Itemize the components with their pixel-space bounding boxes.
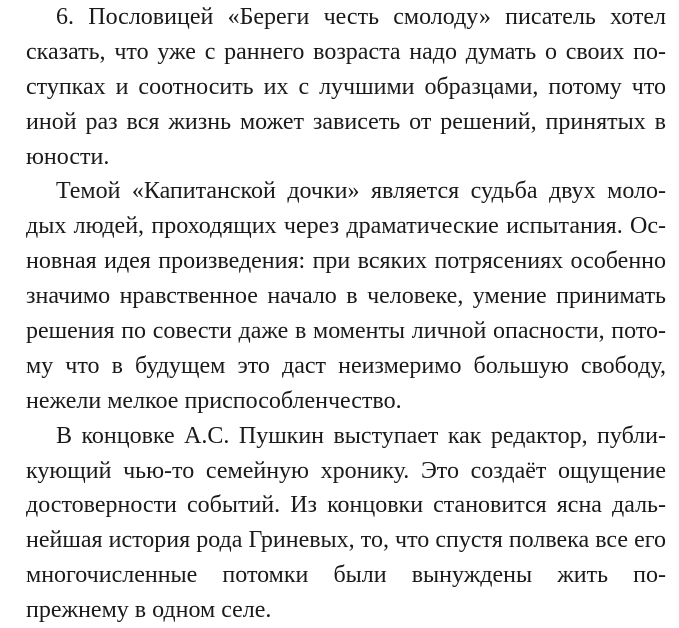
text-line: многочисленные потомки были вынуждены жить по- [26, 562, 666, 589]
text-line: му что в будущем это даст неизмеримо большую свободу, [26, 352, 666, 379]
text-body [26, 0, 666, 628]
text-line: ступках и соотносить их с лучшими образцами, потому что [26, 73, 666, 100]
text-line: дых людей, проходящих через драматические испытания. Ос- [26, 213, 666, 240]
text-line: новная идея произведения: при всяких потрясениях особенно [26, 248, 666, 275]
text-line: значимо нравственное начало в человеке, умение принимать [26, 283, 666, 310]
text-line: иной раз вся жизнь может зависеть от решений, принятых в [26, 108, 666, 135]
text-line: Темой «Капитанской дочки» является судьба двух моло- [56, 178, 666, 205]
text-line: нейшая история рода Гриневых, то, что спустя полвека все его [26, 527, 666, 554]
text-line: прежнему в одном селе. [26, 597, 272, 624]
paragraph-answer-6 [26, 0, 666, 174]
paragraph-theme [26, 174, 666, 418]
paragraph-ending [26, 419, 666, 628]
text-line: юности. [26, 143, 110, 170]
text-line: сказать, что уже с раннего возраста надо думать о своих по- [26, 38, 666, 65]
text-line: нежели мелкое приспособленчество. [26, 387, 402, 414]
text-line: В концовке А.С. Пушкин выступает как редактор, публи- [56, 422, 666, 449]
text-line: кующий чью-то семейную хронику. Это создаёт ощущение [26, 457, 666, 484]
text-line: 6. Пословицей «Береги честь смолоду» писатель хотел [56, 4, 666, 30]
text-line: достоверности событий. Из концовки становится ясна даль- [26, 492, 666, 519]
text-line: решения по совести даже в моменты личной опасности, пото- [26, 318, 666, 345]
